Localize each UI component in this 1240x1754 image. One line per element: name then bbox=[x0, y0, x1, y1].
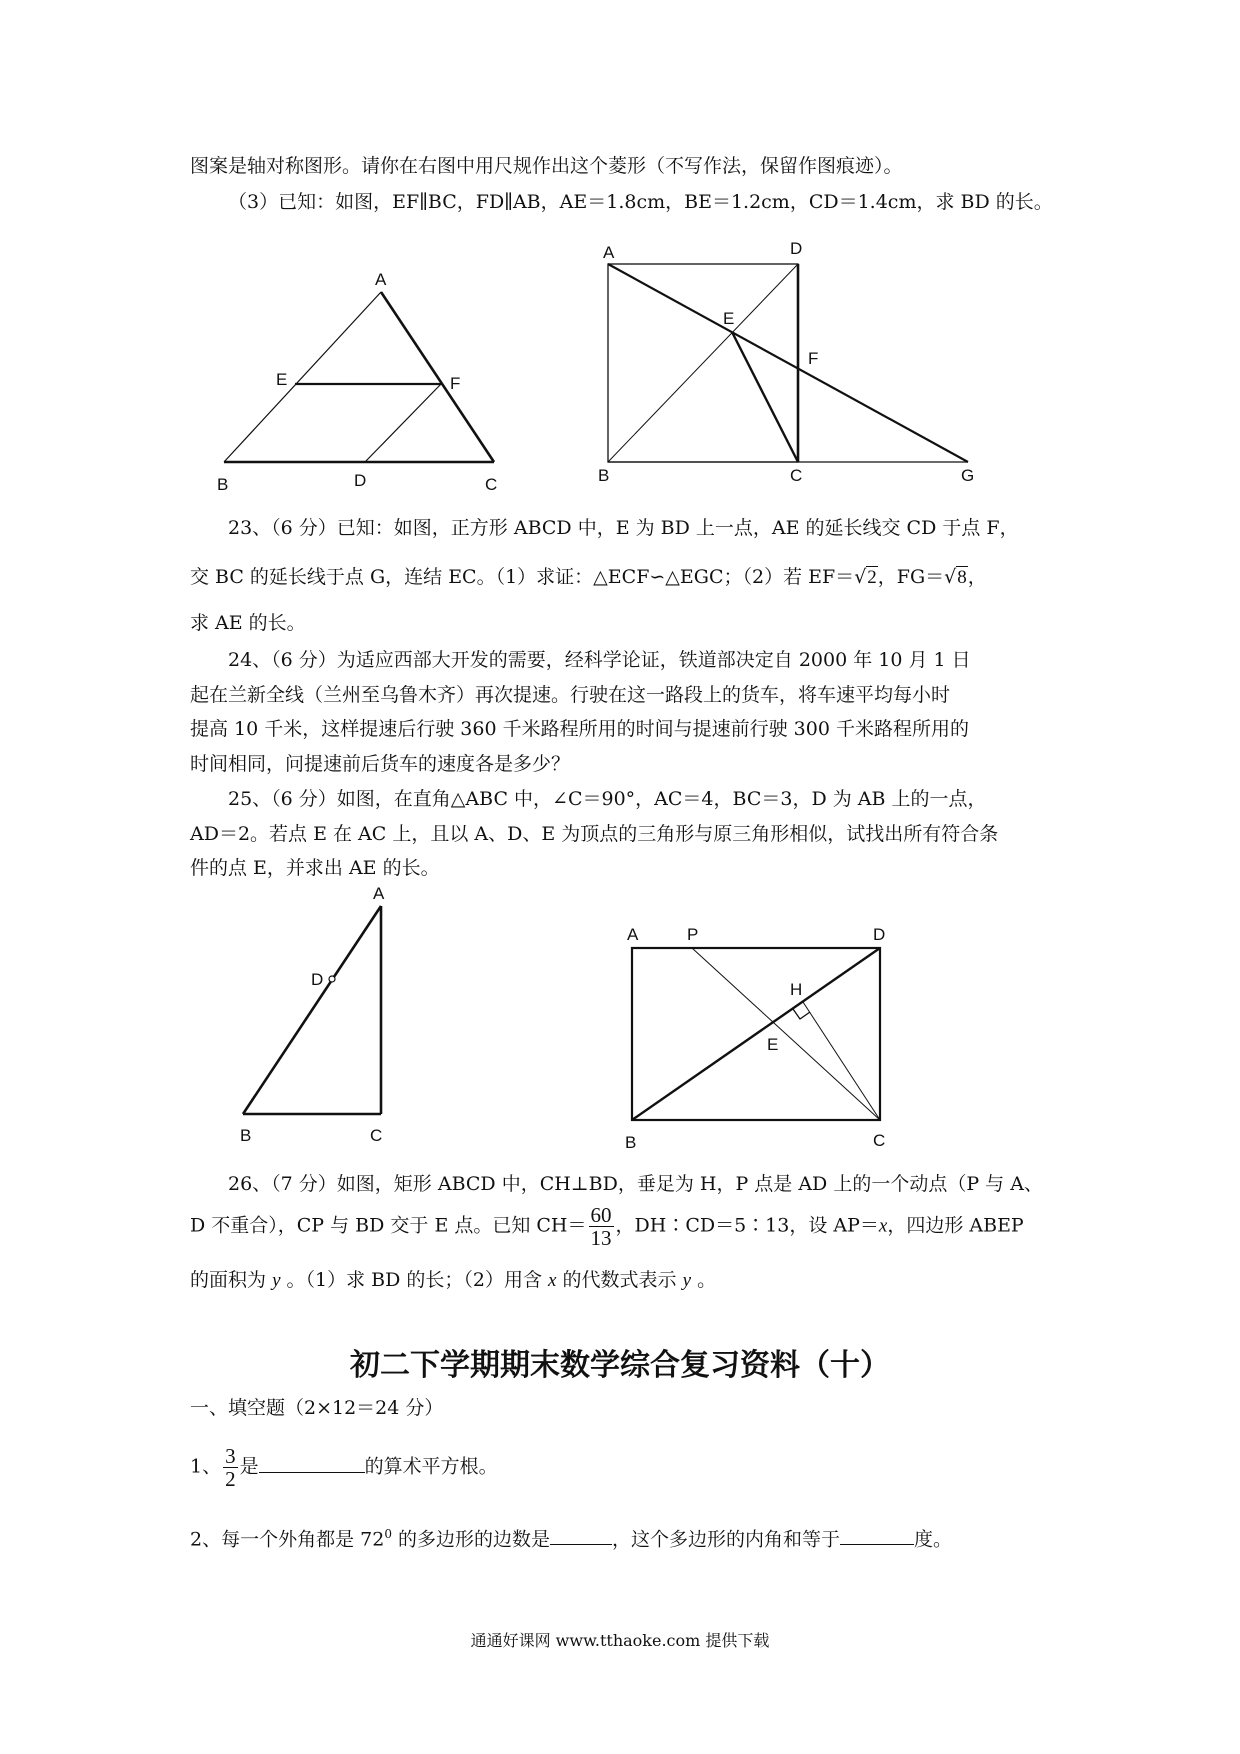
question-23-line-1: 23、（6 分）已知：如图，正方形 ABCD 中，E 为 BD 上一点，AE 的延长线交 CD 于点 F， bbox=[228, 517, 1019, 539]
label-e: E bbox=[767, 1035, 779, 1054]
label-a: A bbox=[375, 270, 387, 289]
label-c: C bbox=[873, 1131, 886, 1150]
question-26-line-1: 26、（7 分）如图，矩形 ABCD 中，CH⊥BD，垂足为 H，P 点是 AD 上的一个动点（P 与 A、 bbox=[228, 1173, 1043, 1195]
label-a: A bbox=[627, 925, 639, 944]
label-e: E bbox=[723, 309, 735, 328]
var-x: x bbox=[878, 1215, 888, 1237]
label-d: D bbox=[311, 970, 324, 989]
label-g: G bbox=[961, 466, 975, 485]
label-b: B bbox=[625, 1133, 637, 1152]
right-angle-mark bbox=[793, 1009, 810, 1019]
text-span: ，FG＝ bbox=[877, 566, 945, 588]
segment-ab bbox=[243, 906, 381, 1114]
sqrt-2: √2 bbox=[854, 566, 877, 588]
label-c: C bbox=[370, 1126, 383, 1145]
question-25-line-3: 件的点 E，并求出 AE 的长。 bbox=[190, 857, 440, 879]
question-24-line-1: 24、（6 分）为适应西部大开发的需要，经科学论证，铁道部决定自 2000 年 10 月 1 日 bbox=[228, 649, 971, 671]
question-25-line-1: 25、（6 分）如图，在直角△ABC 中，∠C＝90°，AC＝4，BC＝3，D 为 AB 上的一点， bbox=[228, 788, 987, 810]
figure-right-triangle bbox=[243, 906, 381, 1114]
segment-ab bbox=[224, 292, 381, 462]
text-span: 的面积为 bbox=[190, 1269, 267, 1291]
text-span: 的多边形的边数是 bbox=[391, 1528, 550, 1551]
label-d: D bbox=[354, 471, 367, 490]
label-p: P bbox=[687, 925, 699, 944]
figure-square-abcd bbox=[608, 264, 968, 462]
question-24-line-2: 起在兰新全线（兰州至乌鲁木齐）再次提速。行驶在这一路段上的货车，将车速平均每小时 bbox=[190, 684, 951, 706]
section-title: 初二下学期期末数学综合复习资料（十） bbox=[350, 1348, 890, 1383]
text-span: ，DH∶CD＝5∶13，设 AP＝ bbox=[615, 1214, 879, 1237]
diagonal-bd bbox=[632, 948, 880, 1120]
text-span: ，四边形 ABEP bbox=[887, 1214, 1024, 1237]
label-a: A bbox=[373, 884, 385, 903]
label-b: B bbox=[240, 1126, 252, 1145]
label-h: H bbox=[790, 980, 803, 999]
var-x: x bbox=[548, 1270, 557, 1291]
label-d: D bbox=[873, 925, 886, 944]
section-heading-fill-blank: 一、填空题（2×12＝24 分） bbox=[190, 1397, 444, 1419]
segment-ac bbox=[381, 292, 494, 462]
var-y: y bbox=[272, 1270, 281, 1291]
label-f: F bbox=[808, 349, 819, 368]
segment-ag bbox=[608, 264, 968, 462]
label-b: B bbox=[217, 475, 229, 494]
text-span: 交 BC 的延长线于点 G，连结 EC。（1）求证：△ECF∽△EGC；（2）若 EF＝ bbox=[190, 566, 855, 588]
label-c: C bbox=[790, 466, 803, 485]
question-24-line-3: 提高 10 千米，这样提速后行驶 360 千米路程所用的时间与提速前行驶 300 千米路程所用的 bbox=[190, 718, 969, 740]
question-23-line-3: 求 AE 的长。 bbox=[190, 612, 306, 634]
fraction-3-2: $\frac{3}{2}$ bbox=[225, 1444, 236, 1492]
text-line: 图案是轴对称图形。请你在右图中用尺规作出这个菱形（不写作法，保留作图痕迹）。 bbox=[190, 155, 903, 177]
label-f: F bbox=[450, 374, 461, 393]
page-footer: 通通好课网 www.tthaoke.com 提供下载 bbox=[470, 1631, 770, 1650]
text-span: 的代数式表示 bbox=[562, 1269, 677, 1291]
label-b: B bbox=[598, 466, 610, 485]
text-span: 。（1）求 BD 的长；（2）用含 bbox=[286, 1269, 542, 1291]
fraction-60-13: $\frac{60}{13}$ bbox=[590, 1203, 612, 1251]
segment-fd bbox=[365, 384, 441, 462]
segment-ch bbox=[803, 1002, 880, 1120]
text-span: 是 bbox=[239, 1455, 259, 1478]
text-span: ， bbox=[967, 566, 987, 588]
sub-question-3: （3）已知：如图，EF∥BC，FD∥AB，AE＝1.8cm，BE＝1.2cm，CD＝1.4cm，求 BD 的长。 bbox=[228, 191, 1053, 213]
diagonal-bd bbox=[608, 264, 798, 462]
figure-rectangle-abcd bbox=[632, 948, 880, 1120]
text-span: 2、每一个外角都是 72 bbox=[190, 1528, 385, 1551]
superscript: 0 bbox=[384, 1527, 392, 1541]
label-c: C bbox=[485, 475, 498, 494]
var-y: y bbox=[682, 1270, 692, 1291]
text-span: 。 bbox=[697, 1269, 717, 1291]
text-span: 1、 bbox=[190, 1455, 222, 1478]
text-span: ，这个多边形的内角和等于 bbox=[612, 1528, 841, 1551]
text-span: 度。 bbox=[914, 1528, 953, 1551]
question-25-line-2: AD＝2。若点 E 在 AC 上，且以 A、D、E 为顶点的三角形与原三角形相似，试找出所有符合条 bbox=[190, 823, 999, 845]
label-e: E bbox=[276, 370, 288, 389]
text-span: 的算术平方根。 bbox=[364, 1455, 498, 1478]
point-d bbox=[329, 976, 335, 982]
segment-pc bbox=[692, 948, 880, 1120]
label-d: D bbox=[790, 239, 803, 258]
label-a: A bbox=[603, 243, 615, 262]
text-span: D 不重合），CP 与 BD 交于 E 点。已知 CH＝ bbox=[190, 1214, 587, 1237]
question-24-line-4: 时间相同，问提速前后货车的速度各是多少？ bbox=[190, 753, 571, 775]
sqrt-8: √8 bbox=[944, 566, 967, 588]
